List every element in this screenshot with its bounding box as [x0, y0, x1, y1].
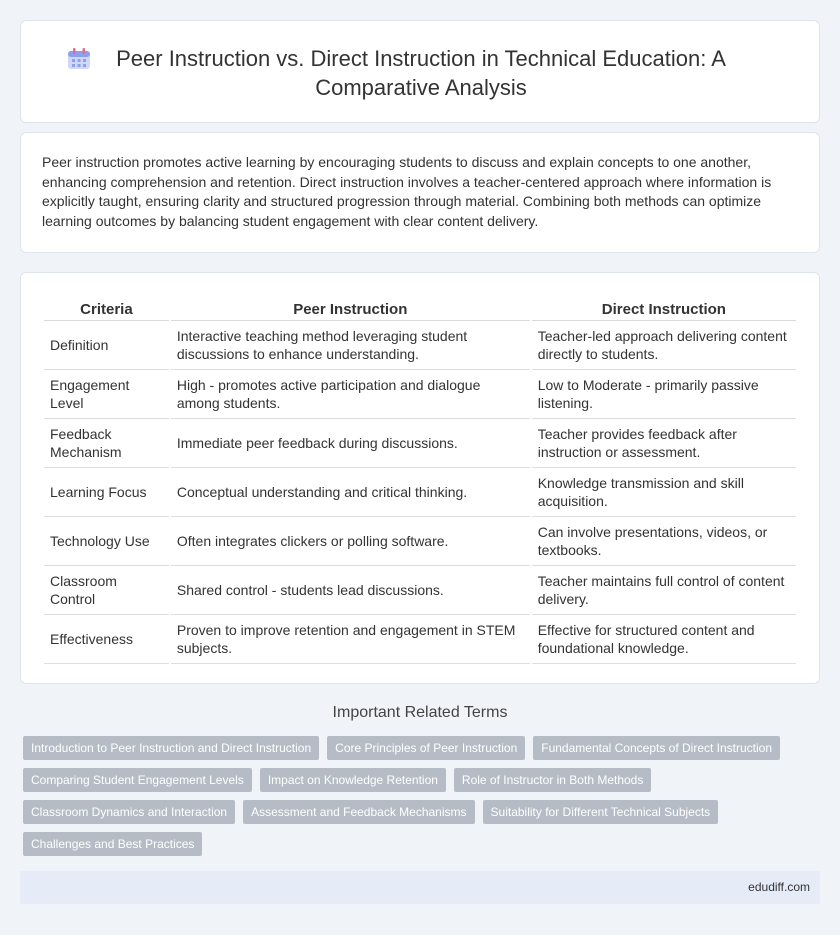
row-direct: Knowledge transmission and skill acquisition. — [532, 468, 796, 517]
table-header-row — [44, 295, 796, 321]
row-direct: Teacher-led approach delivering content directly to students. — [532, 321, 796, 370]
table-row — [44, 566, 796, 615]
row-peer: Conceptual understanding and critical thinking. — [171, 468, 530, 517]
related-term-tag[interactable]: Role of Instructor in Both Methods — [454, 768, 651, 792]
footer-site-link[interactable]: edudiff.com — [748, 880, 810, 894]
comparison-table-card — [20, 272, 820, 684]
header-card — [20, 20, 820, 123]
comparison-table — [42, 295, 798, 664]
related-terms-list — [23, 736, 813, 856]
related-term-tag[interactable]: Challenges and Best Practices — [23, 832, 202, 856]
related-term-tag[interactable]: Assessment and Feedback Mechanisms — [243, 800, 474, 824]
row-peer: Often integrates clickers or polling software. — [171, 517, 530, 566]
header-peer-instruction: Peer Instruction — [171, 295, 530, 321]
related-term-tag[interactable]: Fundamental Concepts of Direct Instruction — [533, 736, 780, 760]
related-term-tag[interactable]: Impact on Knowledge Retention — [260, 768, 446, 792]
row-direct: Effective for structured content and foundational knowledge. — [532, 615, 796, 664]
related-term-tag[interactable]: Introduction to Peer Instruction and Direct Instruction — [23, 736, 319, 760]
row-direct: Teacher provides feedback after instruction or assessment. — [532, 419, 796, 468]
intro-card — [20, 132, 820, 253]
row-direct: Can involve presentations, videos, or textbooks. — [532, 517, 796, 566]
related-term-tag[interactable]: Comparing Student Engagement Levels — [23, 768, 252, 792]
row-criteria: Feedback Mechanism — [44, 419, 169, 468]
header-direct-instruction: Direct Instruction — [532, 295, 796, 321]
row-peer: Proven to improve retention and engagement in STEM subjects. — [171, 615, 530, 664]
row-criteria: Learning Focus — [44, 468, 169, 517]
related-term-tag[interactable]: Suitability for Different Technical Subjects — [483, 800, 719, 824]
header-criteria: Criteria — [44, 295, 169, 321]
related-terms-title: Important Related Terms — [332, 704, 508, 721]
row-criteria: Classroom Control — [44, 566, 169, 615]
related-term-tag[interactable]: Core Principles of Peer Instruction — [327, 736, 525, 760]
row-direct: Teacher maintains full control of content delivery. — [532, 566, 796, 615]
table-row — [44, 517, 796, 566]
page-title: Peer Instruction vs. Direct Instruction in Technical Education: A Comparative Analysis — [116, 46, 726, 100]
row-criteria: Effectiveness — [44, 615, 169, 664]
table-row — [44, 468, 796, 517]
row-peer: Interactive teaching method leveraging student discussions to enhance understanding. — [171, 321, 530, 370]
row-direct: Low to Moderate - primarily passive listening. — [532, 370, 796, 419]
row-peer: High - promotes active participation and dialogue among students. — [171, 370, 530, 419]
row-criteria: Engagement Level — [44, 370, 169, 419]
footer — [20, 871, 820, 904]
intro-paragraph: Peer instruction promotes active learning by encouraging students to discuss and explain concepts to one another, enhancing comprehension and retention. Direct instruction involves a teacher-centered approach where information is explicitly taught, ensuring clarity and structured progression through material. Combining both methods can optimize learning outcomes by balancing student engagement with clear content delivery. — [42, 154, 772, 229]
table-row — [44, 321, 796, 370]
table-row — [44, 615, 796, 664]
row-peer: Shared control - students lead discussions. — [171, 566, 530, 615]
row-peer: Immediate peer feedback during discussions. — [171, 419, 530, 468]
row-criteria: Technology Use — [44, 517, 169, 566]
row-criteria: Definition — [44, 321, 169, 370]
table-row — [44, 370, 796, 419]
table-row — [44, 419, 796, 468]
related-term-tag[interactable]: Classroom Dynamics and Interaction — [23, 800, 235, 824]
